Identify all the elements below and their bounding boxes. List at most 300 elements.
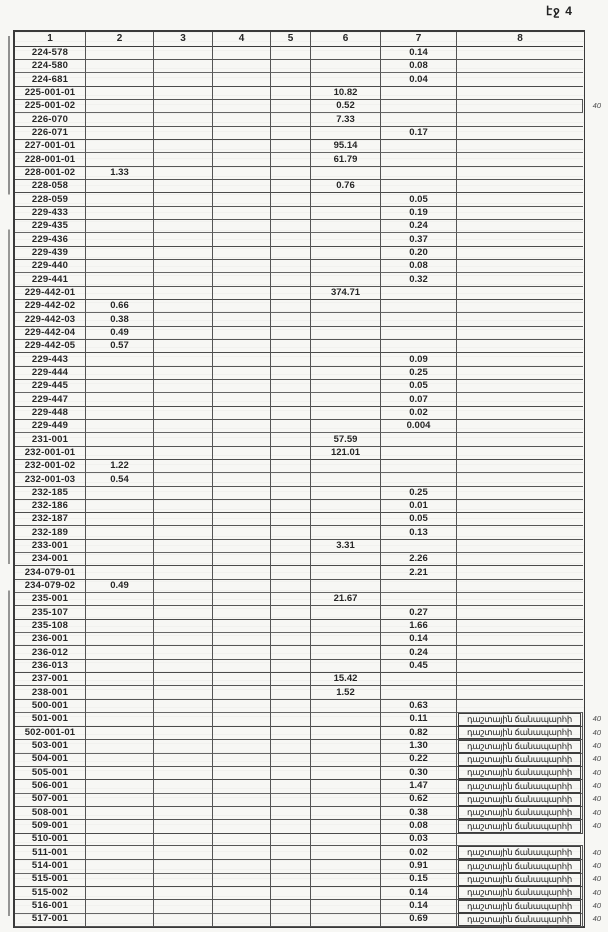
empty-cell (457, 313, 583, 327)
value-cell: 0.52 (311, 99, 381, 113)
value-cell: 0.17 (381, 126, 457, 140)
empty-cell (457, 646, 583, 660)
empty-cell (271, 859, 311, 874)
value-cell: 0.82 (381, 726, 457, 741)
value-cell: 0.27 (381, 606, 457, 620)
margin-note: 40 (592, 767, 601, 777)
empty-cell (271, 233, 311, 247)
empty-cell (271, 646, 311, 660)
empty-cell (311, 779, 381, 794)
empty-cell (381, 139, 457, 153)
empty-cell (213, 846, 271, 861)
empty-cell (311, 872, 381, 887)
empty-cell (86, 273, 154, 287)
column-header: 8 (457, 32, 583, 47)
value-cell: 3.31 (311, 539, 381, 553)
road-type-label: դաշտային ճանապարհի (458, 846, 581, 859)
table-row (15, 166, 584, 179)
table-row (15, 486, 584, 499)
empty-cell (457, 659, 583, 673)
empty-cell (154, 459, 213, 473)
table-row (15, 859, 601, 872)
table-row (15, 139, 584, 152)
code-cell: 229-442-02 (15, 299, 86, 313)
empty-cell (154, 379, 213, 393)
empty-cell (381, 113, 457, 127)
empty-cell (457, 326, 583, 340)
empty-cell (86, 512, 154, 526)
empty-cell (213, 259, 271, 273)
empty-cell (381, 539, 457, 553)
empty-cell (271, 552, 311, 566)
empty-cell (271, 486, 311, 500)
empty-cell (457, 686, 583, 700)
table-row (15, 766, 601, 779)
code-cell: 235-107 (15, 606, 86, 620)
table-row (15, 433, 584, 446)
empty-cell (311, 792, 381, 807)
value-cell: 0.08 (381, 819, 457, 834)
code-cell: 228-001-02 (15, 166, 86, 180)
empty-cell (271, 73, 311, 87)
value-cell: 2.26 (381, 552, 457, 566)
empty-cell (271, 59, 311, 73)
empty-cell (311, 512, 381, 526)
code-cell: 232-185 (15, 486, 86, 500)
empty-cell (86, 792, 154, 807)
empty-cell (154, 592, 213, 606)
value-cell: 0.14 (381, 46, 457, 60)
empty-cell (154, 73, 213, 87)
empty-cell (154, 686, 213, 700)
value-cell: 0.11 (381, 712, 457, 727)
empty-cell (86, 619, 154, 633)
road-type-cell (457, 899, 583, 914)
empty-cell (311, 313, 381, 327)
empty-cell (154, 766, 213, 781)
empty-cell (213, 193, 271, 207)
empty-cell (213, 606, 271, 620)
empty-cell (457, 499, 583, 513)
empty-cell (86, 539, 154, 553)
table-row (15, 512, 584, 525)
empty-cell (86, 886, 154, 901)
value-cell: 1.66 (381, 619, 457, 633)
empty-cell (311, 846, 381, 861)
value-cell: 21.67 (311, 592, 381, 606)
column-header: 7 (381, 32, 457, 47)
road-type-cell (457, 766, 583, 781)
empty-cell (86, 499, 154, 513)
empty-cell (271, 246, 311, 260)
empty-cell (213, 326, 271, 340)
empty-cell (311, 419, 381, 433)
table-row (15, 313, 584, 326)
empty-cell (311, 646, 381, 660)
margin-note: 40 (592, 727, 601, 737)
table-row (15, 659, 584, 672)
table-row (15, 752, 601, 765)
empty-cell (213, 539, 271, 553)
table-row (15, 699, 584, 712)
empty-cell (213, 672, 271, 686)
empty-cell (86, 139, 154, 153)
scan-artifact-line (8, 36, 10, 916)
table-row (15, 526, 584, 539)
empty-cell (213, 632, 271, 646)
empty-cell (457, 86, 583, 100)
table-row (15, 393, 584, 406)
code-cell: 232-187 (15, 512, 86, 526)
empty-cell (213, 619, 271, 633)
table-row (15, 339, 584, 352)
road-type-label: դաշտային ճանապարհի (458, 913, 581, 926)
code-cell: 509-001 (15, 819, 86, 834)
empty-cell (154, 139, 213, 153)
road-type-label: դաշտային ճանապարհի (458, 900, 581, 913)
empty-cell (154, 859, 213, 874)
empty-cell (271, 512, 311, 526)
value-cell: 57.59 (311, 433, 381, 447)
value-cell: 121.01 (311, 446, 381, 460)
empty-cell (154, 59, 213, 73)
code-cell: 229-448 (15, 406, 86, 420)
empty-cell (154, 526, 213, 540)
value-cell: 0.25 (381, 366, 457, 380)
empty-cell (213, 566, 271, 580)
code-cell: 236-012 (15, 646, 86, 660)
code-cell: 232-001-03 (15, 473, 86, 487)
empty-cell (213, 459, 271, 473)
value-cell: 0.02 (381, 406, 457, 420)
empty-cell (213, 499, 271, 513)
code-cell: 225-001-02 (15, 99, 86, 113)
code-cell: 226-070 (15, 113, 86, 127)
code-cell: 229-435 (15, 219, 86, 233)
value-cell: 0.37 (381, 233, 457, 247)
table-row (15, 206, 584, 219)
empty-cell (271, 566, 311, 580)
code-cell: 515-001 (15, 872, 86, 887)
value-cell: 0.05 (381, 193, 457, 207)
empty-cell (381, 446, 457, 460)
column-header: 4 (213, 32, 271, 47)
table-row (15, 406, 584, 419)
empty-cell (271, 179, 311, 193)
empty-cell (86, 526, 154, 540)
value-cell: 0.38 (381, 806, 457, 821)
empty-cell (457, 219, 583, 233)
code-cell: 504-001 (15, 752, 86, 767)
code-cell: 229-442-01 (15, 286, 86, 300)
empty-cell (271, 899, 311, 914)
empty-cell (213, 433, 271, 447)
empty-cell (154, 406, 213, 420)
empty-cell (311, 406, 381, 420)
road-type-label: դաշտային ճանապարհի (458, 726, 581, 739)
empty-cell (457, 193, 583, 207)
empty-cell (213, 126, 271, 140)
empty-cell (457, 179, 583, 193)
code-cell: 510-001 (15, 832, 86, 846)
table-row (15, 86, 584, 99)
code-cell: 229-447 (15, 393, 86, 407)
value-cell: 1.33 (86, 166, 154, 180)
empty-cell (213, 299, 271, 313)
code-cell: 224-681 (15, 73, 86, 87)
empty-cell (457, 592, 583, 606)
empty-cell (154, 299, 213, 313)
table-row (15, 632, 584, 645)
empty-cell (86, 819, 154, 834)
code-cell: 231-001 (15, 433, 86, 447)
table-row (15, 273, 584, 286)
empty-cell (271, 446, 311, 460)
empty-cell (154, 339, 213, 353)
empty-cell (86, 592, 154, 606)
column-header: 3 (154, 32, 213, 47)
empty-cell (311, 526, 381, 540)
code-cell: 234-079-02 (15, 579, 86, 593)
empty-cell (457, 353, 583, 367)
code-cell: 229-444 (15, 366, 86, 380)
road-type-cell (457, 752, 583, 767)
empty-cell (457, 433, 583, 447)
code-cell: 229-442-03 (15, 313, 86, 327)
empty-cell (86, 433, 154, 447)
empty-cell (457, 299, 583, 313)
empty-cell (154, 806, 213, 821)
empty-cell (311, 766, 381, 781)
empty-cell (381, 153, 457, 167)
table-row (15, 179, 584, 192)
empty-cell (271, 726, 311, 741)
empty-cell (154, 912, 213, 927)
table-row (15, 619, 584, 632)
value-cell: 0.32 (381, 273, 457, 287)
empty-cell (381, 286, 457, 300)
road-type-label: դաշտային ճանապարհի (458, 766, 581, 779)
empty-cell (311, 473, 381, 487)
empty-cell (154, 286, 213, 300)
value-cell: 0.24 (381, 219, 457, 233)
margin-note: 40 (592, 861, 601, 871)
empty-cell (271, 419, 311, 433)
table-row (15, 872, 601, 885)
empty-cell (381, 579, 457, 593)
road-type-cell (457, 739, 583, 754)
empty-cell (86, 632, 154, 646)
empty-cell (271, 579, 311, 593)
margin-note: 40 (592, 794, 601, 804)
value-cell: 10.82 (311, 86, 381, 100)
empty-cell (381, 299, 457, 313)
empty-cell (271, 259, 311, 273)
empty-cell (213, 699, 271, 713)
empty-cell (213, 246, 271, 260)
empty-cell (213, 886, 271, 901)
margin-note: 40 (592, 914, 601, 924)
empty-cell (457, 286, 583, 300)
empty-cell (213, 592, 271, 606)
empty-cell (311, 632, 381, 646)
table-row (15, 499, 584, 512)
table-row (15, 46, 584, 59)
empty-cell (381, 326, 457, 340)
table-row (15, 579, 584, 592)
empty-cell (271, 846, 311, 861)
empty-cell (457, 446, 583, 460)
empty-cell (154, 899, 213, 914)
empty-cell (213, 552, 271, 566)
empty-cell (154, 166, 213, 180)
empty-cell (271, 206, 311, 220)
empty-cell (86, 739, 154, 754)
empty-cell (213, 512, 271, 526)
empty-cell (311, 193, 381, 207)
empty-cell (154, 219, 213, 233)
empty-cell (311, 819, 381, 834)
empty-cell (213, 806, 271, 821)
value-cell: 0.38 (86, 313, 154, 327)
empty-cell (457, 139, 583, 153)
code-cell: 232-189 (15, 526, 86, 540)
empty-cell (86, 393, 154, 407)
table-row (15, 419, 584, 432)
code-cell: 229-439 (15, 246, 86, 260)
value-cell: 0.76 (311, 179, 381, 193)
empty-cell (154, 113, 213, 127)
empty-cell (271, 393, 311, 407)
empty-cell (154, 233, 213, 247)
code-cell: 228-059 (15, 193, 86, 207)
empty-cell (86, 206, 154, 220)
code-cell: 517-001 (15, 912, 86, 927)
empty-cell (271, 299, 311, 313)
empty-cell (213, 46, 271, 60)
empty-cell (154, 446, 213, 460)
table-row (15, 366, 584, 379)
road-type-label: դաշտային ճանապարհի (458, 713, 581, 726)
table-row (15, 459, 584, 472)
value-cell: 0.13 (381, 526, 457, 540)
value-cell: 95.14 (311, 139, 381, 153)
empty-cell (311, 353, 381, 367)
table-row (15, 779, 601, 792)
empty-cell (213, 419, 271, 433)
empty-cell (154, 179, 213, 193)
empty-cell (86, 899, 154, 914)
empty-cell (154, 259, 213, 273)
empty-cell (381, 459, 457, 473)
empty-cell (457, 619, 583, 633)
road-type-cell (457, 779, 583, 794)
empty-cell (271, 46, 311, 60)
table-row (15, 193, 584, 206)
value-cell: 0.63 (381, 699, 457, 713)
table-row (15, 806, 601, 819)
code-cell: 229-449 (15, 419, 86, 433)
empty-cell (154, 846, 213, 861)
empty-cell (311, 499, 381, 513)
empty-cell (311, 73, 381, 87)
empty-cell (271, 686, 311, 700)
empty-cell (213, 206, 271, 220)
value-cell: 0.14 (381, 886, 457, 901)
value-cell: 0.01 (381, 499, 457, 513)
empty-cell (457, 73, 583, 87)
table-row (15, 233, 584, 246)
empty-cell (311, 739, 381, 754)
empty-cell (271, 366, 311, 380)
empty-cell (457, 566, 583, 580)
table-row (15, 566, 584, 579)
table-row (15, 606, 584, 619)
empty-cell (86, 766, 154, 781)
code-cell: 505-001 (15, 766, 86, 781)
road-type-label: դաշտային ճանապարհի (458, 793, 581, 806)
empty-cell (86, 366, 154, 380)
empty-cell (457, 379, 583, 393)
empty-cell (154, 752, 213, 767)
empty-cell (154, 566, 213, 580)
empty-cell (86, 113, 154, 127)
empty-cell (154, 126, 213, 140)
empty-cell (154, 153, 213, 167)
empty-cell (213, 406, 271, 420)
road-type-cell (457, 886, 583, 901)
empty-cell (311, 579, 381, 593)
empty-cell (311, 46, 381, 60)
empty-cell (213, 393, 271, 407)
value-cell: 0.02 (381, 846, 457, 861)
empty-cell (86, 859, 154, 874)
value-cell: 0.25 (381, 486, 457, 500)
empty-cell (154, 872, 213, 887)
empty-cell (457, 166, 583, 180)
table-row (15, 113, 584, 126)
empty-cell (457, 339, 583, 353)
table-row (15, 73, 584, 86)
value-cell: 0.14 (381, 899, 457, 914)
code-cell: 508-001 (15, 806, 86, 821)
empty-cell (213, 686, 271, 700)
empty-cell (86, 872, 154, 887)
empty-cell (154, 739, 213, 754)
empty-cell (311, 726, 381, 741)
empty-cell (213, 739, 271, 754)
empty-cell (213, 313, 271, 327)
empty-cell (311, 712, 381, 727)
road-type-label: դաշտային ճանապարհի (458, 753, 581, 766)
empty-cell (457, 459, 583, 473)
value-cell: 0.19 (381, 206, 457, 220)
empty-cell (86, 806, 154, 821)
code-cell: 502-001-01 (15, 726, 86, 741)
code-cell: 229-442-05 (15, 339, 86, 353)
empty-cell (154, 313, 213, 327)
empty-cell (457, 153, 583, 167)
empty-cell (86, 86, 154, 100)
empty-cell (213, 752, 271, 767)
empty-cell (457, 512, 583, 526)
empty-cell (213, 273, 271, 287)
empty-cell (213, 526, 271, 540)
empty-cell (86, 153, 154, 167)
empty-cell (311, 59, 381, 73)
empty-cell (457, 46, 583, 60)
road-type-cell (457, 912, 583, 927)
